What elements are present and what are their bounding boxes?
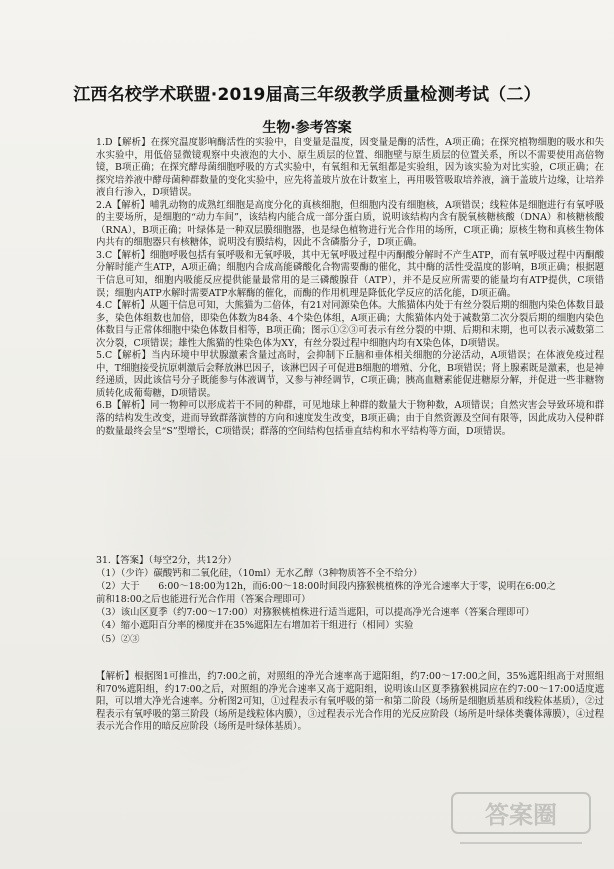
answer-item-4: 4.C【解析】从题干信息可知，大熊猫为二倍体，有21对同源染色体。大熊猫体内处于有丝分裂后期的细胞内染色体数目最多，染色体组数也加倍，即染色体数为84条、4个染色体组，A项正确；大熊猫体内处于减数第二次分裂后期的细胞内染色体数目与正常体细胞中染色体数目相等，B项正确；图示①②③可表示有丝分裂的中期、后期和末期，也可以表示减数第二次分裂，C项错误；雄性大熊猫的性染色体为XY，有丝分裂过程中细胞内均有X染色体，D项错误。 bbox=[96, 300, 604, 349]
question-31-answers bbox=[96, 555, 604, 647]
answer-31-heading: 31.【答案】（每空2分，共12分） bbox=[96, 555, 237, 566]
answer-item-6: 6.B【解析】同一物种可以形成若干不同的种群，可见地球上种群的数量大于物种数，A项错误；自然灾害会导致环境和群落的结构发生改变，进而导致群落演替的方向和速度发生改变，B项正确；由于自然资源及空间有限等，因此成功入侵种群的数量最终会呈“S”型增长，C项错误；群落的空间结构包括垂直结构和水平结构等方面，D项错误。 bbox=[96, 400, 604, 437]
watermark-text: 答案圈 bbox=[485, 801, 557, 829]
answer-subtitle: 生物·参考答案 bbox=[262, 120, 352, 136]
answer-item-5: 5.C【解析】当内环境中甲状腺激素含量过高时，会抑制下丘脑和垂体相关细胞的分泌活动，A项错误；在体液免疫过程中，T细胞接受抗原刺激后会释放淋巴因子，该淋巴因子可促进B细胞的增殖、分化，B项错误；肾上腺素既是激素，也是神经递质，因此该信号分子既能参与体液调节，又参与神经调节，C项正确；胰高血糖素能促进糖原分解，并促进一些非糖物质转化成葡萄糖，D项错误。 bbox=[96, 350, 604, 399]
answer-31-line-5: （4）缩小遮阳百分率的梯度并在35%遮阳左右增加若干组进行（相同）实验 bbox=[96, 620, 414, 632]
exam-title: 江西名校学术联盟·2019届高三年级教学质量检测考试（二） bbox=[73, 85, 541, 105]
answer-31-line-4: （3）该山区夏季（约7:00～17:00）对猕猴桃植株进行适当遮阳，可以提高净光合速率（答案合理即可） bbox=[96, 607, 535, 619]
answer-31-line-2: （2）大于 6:00～18:00为12h，而6:00～18:00时间段内猕猴桃植株的净光合速率大于零，说明在6:00之 bbox=[96, 581, 556, 593]
answer-31-line-6: （5）②③ bbox=[96, 633, 140, 645]
answer-31-line-3: 前和18:00之后也能进行光合作用（答案合理即可） bbox=[96, 594, 311, 606]
answer-item-1: 1.D【解析】在探究温度影响酶活性的实验中，自变量是温度，因变量是酶的活性，A项正确；在探究植物细胞的吸水和失水实验中，用低倍显微镜观察中央液泡的大小、原生质层的位置、细胞壁与原生质层的位置关系，所以不需要使用高倍物镜，B项正确；在探究酵母菌细胞呼吸的方式实验中，有氧组和无氧组都是实验组，因为该实验为对比实验，C项正确；在探究培养液中酵母菌种群数量的变化实验中，应先将盖玻片放在计数室上，再用吸管吸取培养液，滴于盖玻片边缘，让培养液自行渗入，D项错误。 bbox=[96, 137, 604, 199]
answer-items bbox=[96, 137, 604, 737]
question-31-analysis: 【解析】根据图1可推出，约7:00之前，对照组的净光合速率高于遮阳组，约7:00～17:00之间，35%遮阳组高于对照组和70%遮阳组，约17:00之后，对照组的净光合速率又高于遮阳组，说明该山区夏季猕猴桃园应在约7:00～17:00适度遮阳，可以增大净光合速率。分析图2可知，①过程表示有氧呼吸的第一和第二阶段（场所是细胞质基质和线粒体基质），②过程表示有氧呼吸的第三阶段（场所是线粒体内膜），③过程表示光合作用的光反应阶段（场所是叶绿体类囊体薄膜），④过程表示光合作用的暗反应阶段（场所是叶绿体基质）。 bbox=[96, 671, 604, 733]
answer-31-line-1: （1）（少许）碳酸钙和二氧化硅，（10ml）无水乙醇（3种物质答不全不给分） bbox=[96, 568, 423, 580]
logo-watermark-icon bbox=[446, 785, 596, 855]
answer-item-2: 2.A【解析】哺乳动物的成熟红细胞是高度分化的真核细胞，但细胞内没有细胞核，A项错误；线粒体是细胞进行有氧呼吸的主要场所，是细胞的“动力车间”，该结构内能合成一部分蛋白质，说明该结构内含有脱氧核糖核酸（DNA）和核糖核酸（RNA），B项正确；叶绿体是一种双层膜细胞器，也是绿色植物进行光合作用的场所，C项正确；原核生物和真核生物体内共有的细胞器只有核糖体，说明没有膜结构，因此不含磷脂分子，D项正确。 bbox=[96, 199, 604, 249]
answer-item-3: 3.C【解析】细胞呼吸包括有氧呼吸和无氧呼吸，其中无氧呼吸过程中丙酮酸分解时不产生ATP，而有氧呼吸过程中丙酮酸分解时能产生ATP，A项正确；细胞内合成高能磷酸化合物需要酶的催化，其中酶的活性受温度的影响，B项正确；根据题干信息可知，细胞内吸能反应提供能量最常用的是三磷酸腺苷（ATP），并不是反应所需要的能量均有ATP提供，C项错误；细胞内ATP水解时需要ATP水解酶的催化，而酶的作用机理是降低化学反应的活化能，D项正确。 bbox=[96, 249, 604, 299]
